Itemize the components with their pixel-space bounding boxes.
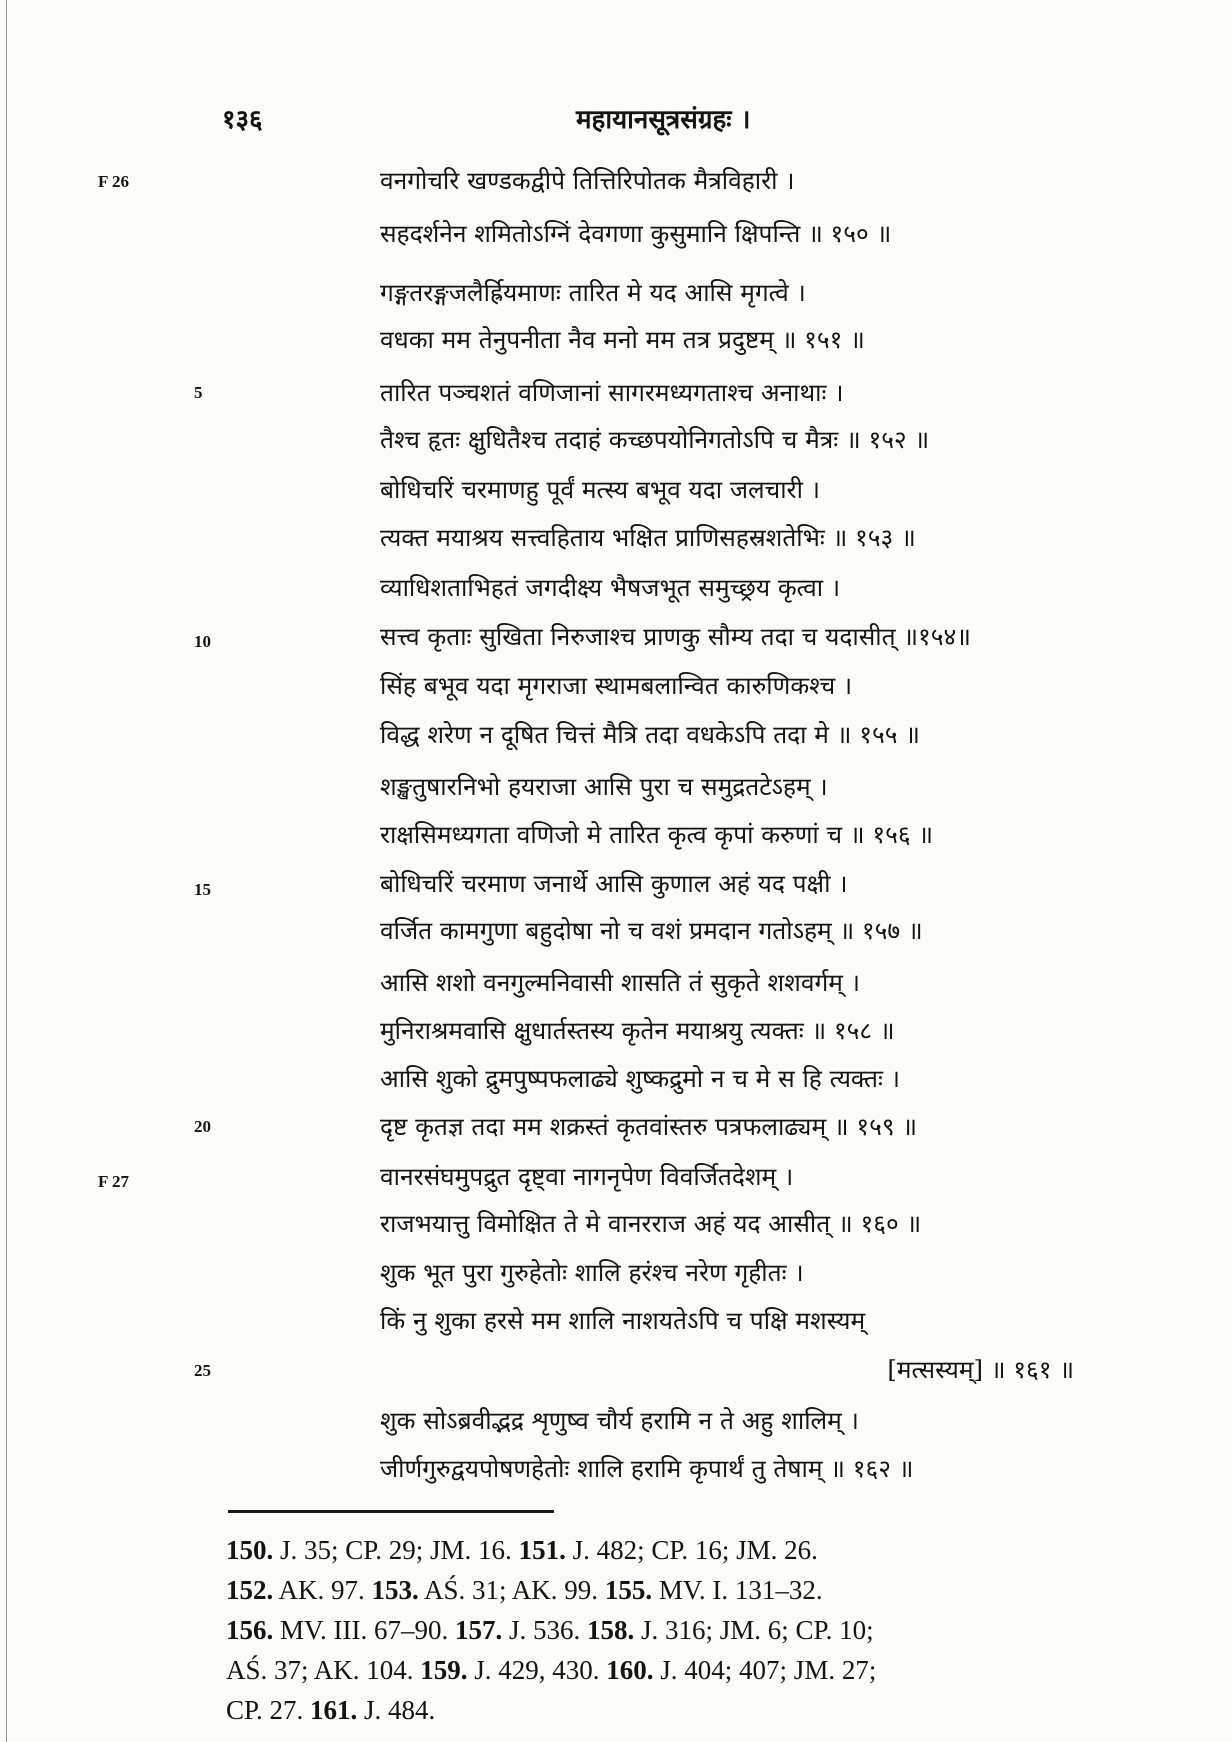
footnote-line [226,1570,1146,1610]
verse-line: सहदर्शनेन शमितोऽग्निं देवगणा कुसुमानि क्षिपन्ति ॥ १५० ॥ [380,219,892,248]
verse-line: वनगोचरि खण्डकद्वीपे तित्तिरिपोतक मैत्रविहारी । [380,166,795,195]
footnote-text: AŚ. 31; AK. 99. [418,1575,605,1605]
verse-line: व्याधिशताभिहतं जगदीक्ष्य भैषजभूत समुच्छ्रय कृत्वा । [380,573,841,602]
footnote-number: 152. [226,1575,274,1605]
footnotes [226,1530,1146,1730]
footnote-text: MV. III. 67–90. [273,1615,455,1645]
verse-line: दृष्ट कृतज्ञ तदा मम शक्रस्तं कृतवांस्तरु पत्रफलाढ्यम् ॥ १५९ ॥ [380,1112,918,1141]
verse-line: जीर्णगुरुद्वयपोषणहेतोः शालि हरामि कृपार्थं तु तेषाम् ॥ १६२ ॥ [380,1454,914,1483]
footnote-number: 153. [371,1575,419,1605]
line-number: 25 [194,1361,211,1380]
verse-line: विद्ध शरेण न दूषित चित्तं मैत्रि तदा वधकेऽपि तदा मे ॥ १५५ ॥ [380,720,920,749]
verse-line: आसि शशो वनगुल्मनिवासी शासति तं सुकृते शशवर्गम् । [380,968,860,997]
verse-line: त्यक्त मयाश्रय सत्त्वहिताय भक्षित प्राणिसहस्रशतेभिः ॥ १५३ ॥ [380,523,916,552]
verse-line: तारित पञ्चशतं वणिजानां सागरमध्यगताश्च अनाथाः । [380,378,844,407]
line-number: 5 [194,383,203,402]
footnote-number: 159. [420,1655,468,1685]
footnote-number: 157. [455,1615,503,1645]
page-header [0,100,1232,140]
verse-line: राजभयात्तु विमोक्षित ते मे वानरराज अहं यद आसीत् ॥ १६० ॥ [380,1209,922,1238]
verse-line: तैश्च हृतः क्षुधितैश्च तदाहं कच्छपयोनिगतोऽपि च मैत्रः ॥ १५२ ॥ [380,425,930,454]
footnote-text: J. 484. [357,1695,436,1725]
footnote-number: 160. [606,1655,654,1685]
verse-line: वानरसंघमुपद्रुत दृष्ट्वा नागनृपेण विवर्जितदेशम् । [380,1162,794,1191]
footnote-line [226,1610,1146,1650]
footnote-text: J. 35; CP. 29; JM. 16. [273,1535,519,1565]
footnote-line [226,1530,1146,1570]
footnote-line [226,1690,1146,1730]
verse-line: सत्त्व कृताः सुखिता निरुजाश्च प्राणकु सौम्य तदा च यदासीत् ॥१५४॥ [380,622,971,651]
footnote-number: 150. [226,1535,274,1565]
verse-line: शुक भूत पुरा गुरुहेतोः शालि हरंश्च नरेण गृहीतः । [380,1258,804,1287]
verse-line: वधका मम तेनुपनीता नैव मनो मम तत्र प्रदुष्टम् ॥ १५१ ॥ [380,325,865,354]
verse-line: मुनिराश्रमवासि क्षुधार्तस्तस्य कृतेन मयाश्रयु त्यक्तः ॥ १५८ ॥ [380,1016,895,1045]
verse-line: राक्षसिमध्यगता वणिजो मे तारित कृत्व कृपां करुणां च ॥ १५६ ॥ [380,820,934,849]
footnote-text: J. 536. [502,1615,588,1645]
line-number: 10 [194,632,211,651]
verse-line: वर्जित कामगुणा बहुदोषा नो च वशं प्रमदान गतोऽहम् ॥ १५७ ॥ [380,916,923,945]
footnote-text: J. 316; JM. 6; CP. 10; [634,1615,874,1645]
footnote-number: 155. [604,1575,653,1605]
footnote-text: AŚ. 37; AK. 104. [226,1655,421,1685]
verse-line: आसि शुको द्रुमपुष्पफलाढ्ये शुष्कद्रुमो न च मे स हि त्यक्तः । [380,1064,901,1093]
verse-line: शुक सोऽब्रवीद्भद्र शृणुष्व चौर्य हरामि न ते अहु शालिम् । [380,1406,859,1435]
folio-reference: F 27 [98,1172,130,1191]
verse-continuation: [मत्सस्यम्] ॥ १६१ ॥ [887,1355,1074,1384]
footnote-number: 158. [587,1615,635,1645]
verse-line: बोधिचरिं चरमाण जनार्थे आसि कुणाल अहं यद पक्षी । [380,869,848,898]
line-number: 20 [194,1117,211,1136]
footnote-text: MV. I. 131–32. [652,1575,823,1605]
running-title: महायानसूत्रसंग्रहः । [576,105,751,135]
verse-line: किं नु शुका हरसे मम शालि नाशयतेऽपि च पक्षि मशस्यम् [380,1306,866,1335]
footnote-text: J. 482; CP. 16; JM. 26. [565,1535,818,1565]
footnote-number: 161. [310,1695,358,1725]
folio-reference: F 26 [98,172,130,191]
page-edge-line [6,0,7,1742]
line-number: 15 [194,880,211,899]
verse-line: गङ्गतरङ्गजलैर्ह्रियमाणः तारित मे यद आसि मृगत्वे । [380,278,806,307]
footnote-number: 156. [226,1615,274,1645]
verse-line: सिंह बभूव यदा मृगराजा स्थामबलान्वित कारुणिकश्च । [380,671,853,700]
footnote-text: AK. 97. [273,1575,372,1605]
footnote-text: J. 429, 430. [467,1655,607,1685]
footnote-rule [228,1510,554,1513]
footnote-number: 151. [518,1535,566,1565]
footnote-line [226,1650,1146,1690]
footnote-text: CP. 27. [226,1695,311,1725]
verse-line: शङ्खतुषारनिभो हयराजा आसि पुरा च समुद्रतटेऽहम् । [380,772,828,801]
page-number: १३६ [222,105,263,135]
verse-line: बोधिचरिं चरमाणहु पूर्वं मत्स्य बभूव यदा जलचारी । [380,475,820,504]
footnote-text: J. 404; 407; JM. 27; [653,1655,877,1685]
